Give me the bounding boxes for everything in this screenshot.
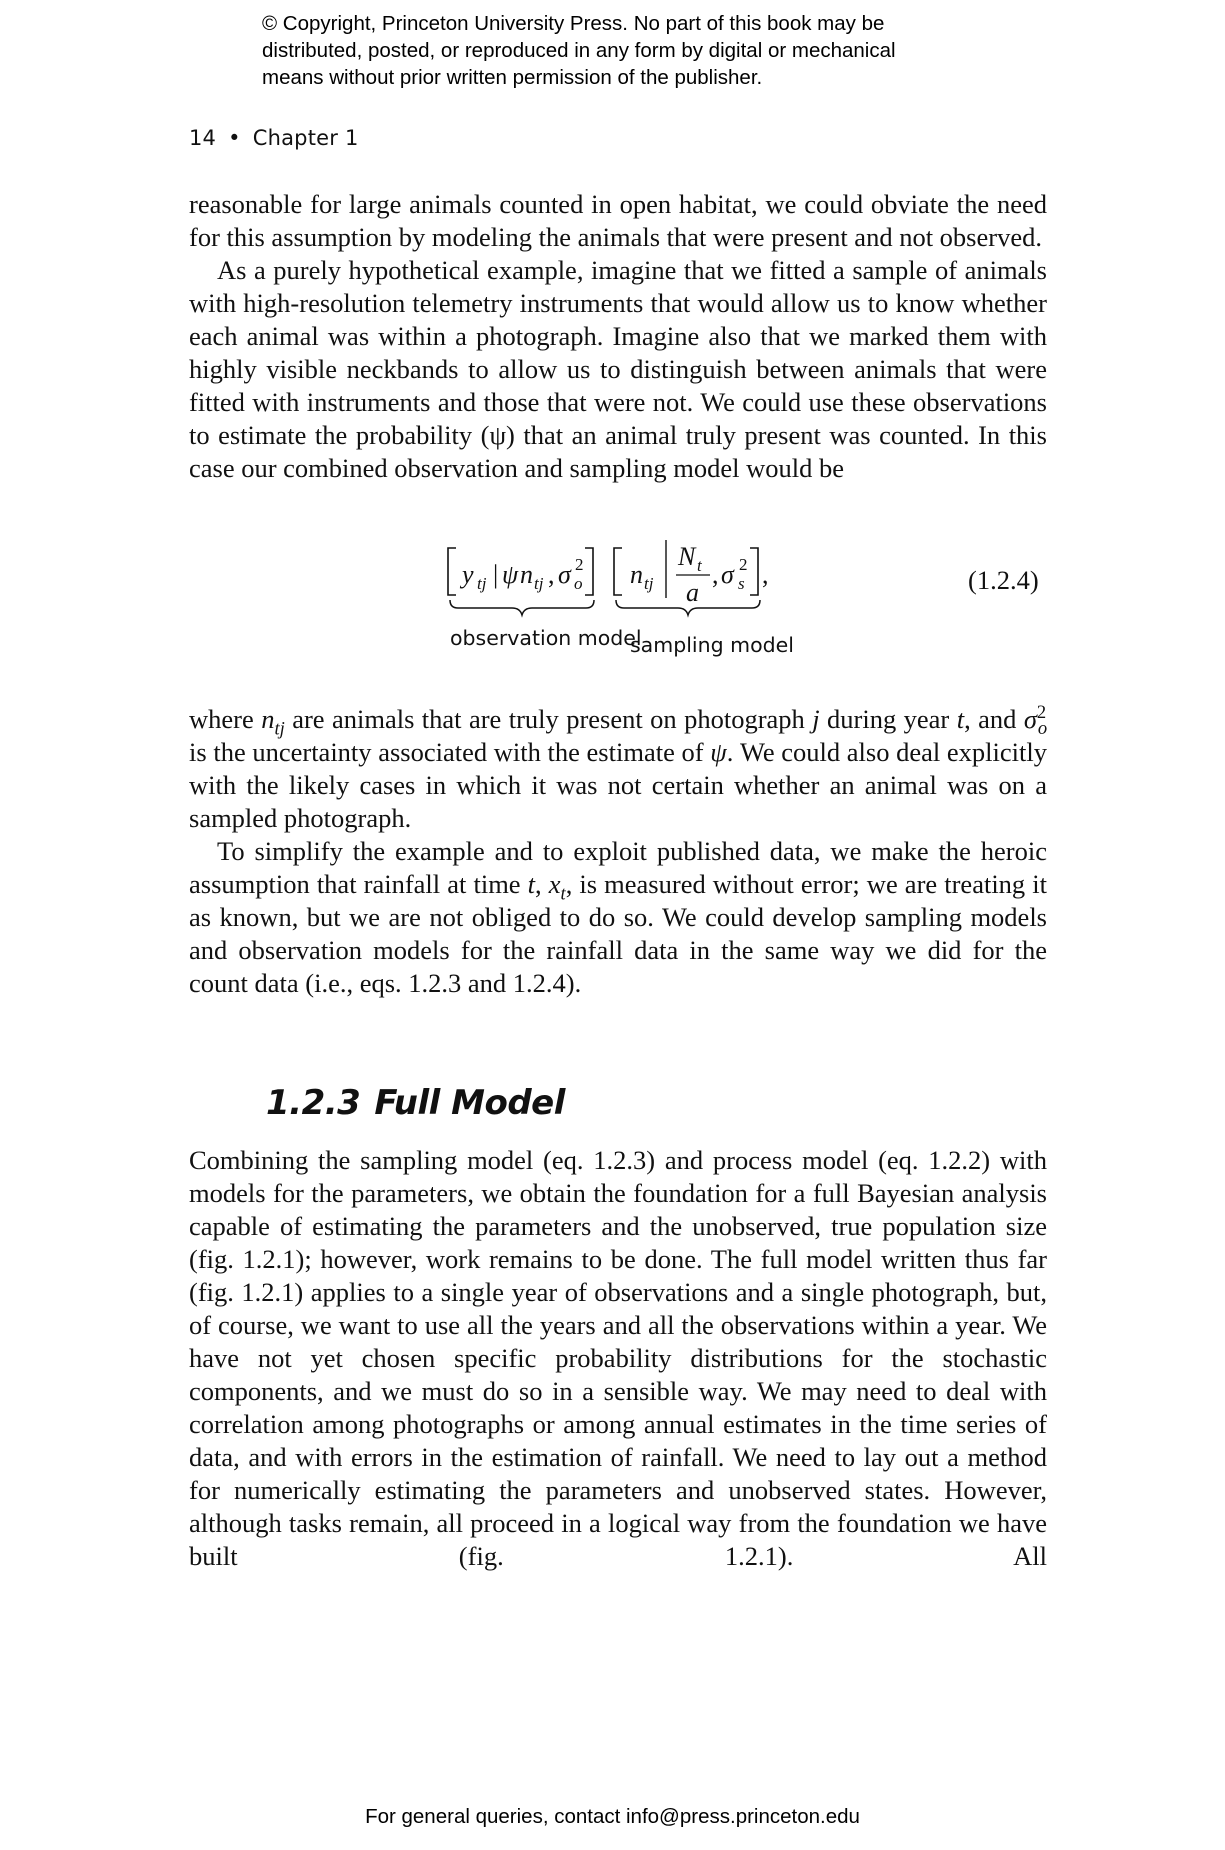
equation-1-2-4 <box>440 540 1050 680</box>
copyright-line: © Copyright, Princeton University Press. No part of this book may be <box>262 12 885 35</box>
observation-underbrace <box>450 600 594 615</box>
eq-tj-sub: tj <box>534 574 544 593</box>
paragraph-4: To simplify the example and to exploit published data, we make the heroic assumption that rainfall at time t, $x_t$, is measured without error; we are treating it as known, but we are not obliged to do so. We could develop sampling models and observation models for the rainfall data in the same way we did for the count data (i.e., eqs. 1.2.3 and 1.2.4). <box>189 836 1047 998</box>
bullet-separator: • <box>228 126 241 150</box>
eq-psi: ψ <box>502 560 519 589</box>
paragraph-3: where $n_{tj}$ are animals that are truly present on photograph j during year t, and $\sigma^2_o$ is the uncertainty associated with the estimate of ψ. We could also deal explicitly with the likely cases in which it was not certain whether an animal was on a sampled photograph. <box>189 702 1048 833</box>
equation-number: (1.2.4) <box>968 565 1039 595</box>
eq-N: N <box>678 542 696 571</box>
footer-contact: For general queries, contact info@press.princeton.edu <box>365 1805 860 1828</box>
eq-n: n <box>630 560 643 589</box>
eq-n: n <box>520 560 533 589</box>
section-number: 1.2.3 <box>266 1083 361 1123</box>
eq-sigma: σ <box>721 560 734 589</box>
eq-y: y <box>462 560 474 589</box>
paragraph-5: Combining the sampling model (eq. 1.2.3) and process model (eq. 1.2.2) with models for the parameters, we obtain the foundation for a full Bayesian analysis capable of estimating the parameters and the unobserved, true population size (fig. 1.2.1); however, work remains to be done. The full model written thus far (fig. 1.2.1) applies to a single year of observations and a single photograph, but, of course, we want to use all the years and all the observations within a year. We have not yet chosen specific probability distributions for the stochastic components, and we must do so in a sensible way. We may need to deal with correlation among photographs or among annual estimates in the time series of data, and with errors in the estimation of rainfall. We need to lay out a method for numerically estimating the parameters and unobserved states. However, although tasks remain, all proceed in a logical way from the foundation we have built (fig. 1.2.1). All <box>189 1145 1047 1571</box>
chapter-label: Chapter 1 <box>252 126 359 150</box>
page-number: 14 <box>189 126 217 150</box>
copyright-line: distributed, posted, or reproduced in any form by digital or mechanical <box>262 39 896 62</box>
eq-trailing-comma: , <box>762 560 769 589</box>
copyright-line: means without prior written permission of the publisher. <box>262 66 763 89</box>
eq-comma: , <box>712 560 719 589</box>
text-block-middle <box>189 703 1047 1000</box>
eq-t-sub: t <box>697 556 702 575</box>
text-block-top <box>189 188 1047 485</box>
paragraph-2: As a purely hypothetical example, imagine that we fitted a sample of animals with high-resolution telemetry instruments that would allow us to know whether each animal was within a photograph. Imagine also that we marked them with highly visible neckbands to allow us to distinguish between animals that were fitted with instruments and those that were not. We could use these observations to estimate the probability (ψ) that an animal truly present was counted. In this case our combined observation and sampling model would be <box>189 255 1047 483</box>
running-head <box>189 126 359 150</box>
left-bracket <box>448 548 456 595</box>
right-bracket <box>585 548 593 595</box>
left-bracket <box>614 548 622 595</box>
section-heading <box>266 1083 565 1123</box>
paragraph-1: reasonable for large animals counted in open habitat, we could obviate the need for this assumption by modeling the animals that were present and not observed. <box>189 189 1047 252</box>
eq-tj-sub: tj <box>644 574 654 593</box>
eq-sup-2: 2 <box>575 555 584 574</box>
eq-a: a <box>686 578 699 607</box>
eq-sup-2: 2 <box>739 555 748 574</box>
copyright-notice <box>262 10 1022 91</box>
sampling-model-label: sampling model <box>630 633 794 657</box>
eq-sigma: σ <box>558 560 571 589</box>
eq-sub-s: s <box>738 574 745 593</box>
eq-tj-sub: tj <box>477 574 487 593</box>
eq-comma: , <box>548 560 555 589</box>
section-title: Full Model <box>374 1083 565 1123</box>
right-bracket <box>750 548 758 595</box>
eq-sub-o: o <box>574 574 583 593</box>
observation-model-label: observation model <box>450 626 642 650</box>
text-block-bottom <box>189 1144 1047 1573</box>
eq-bar: | <box>493 560 499 589</box>
